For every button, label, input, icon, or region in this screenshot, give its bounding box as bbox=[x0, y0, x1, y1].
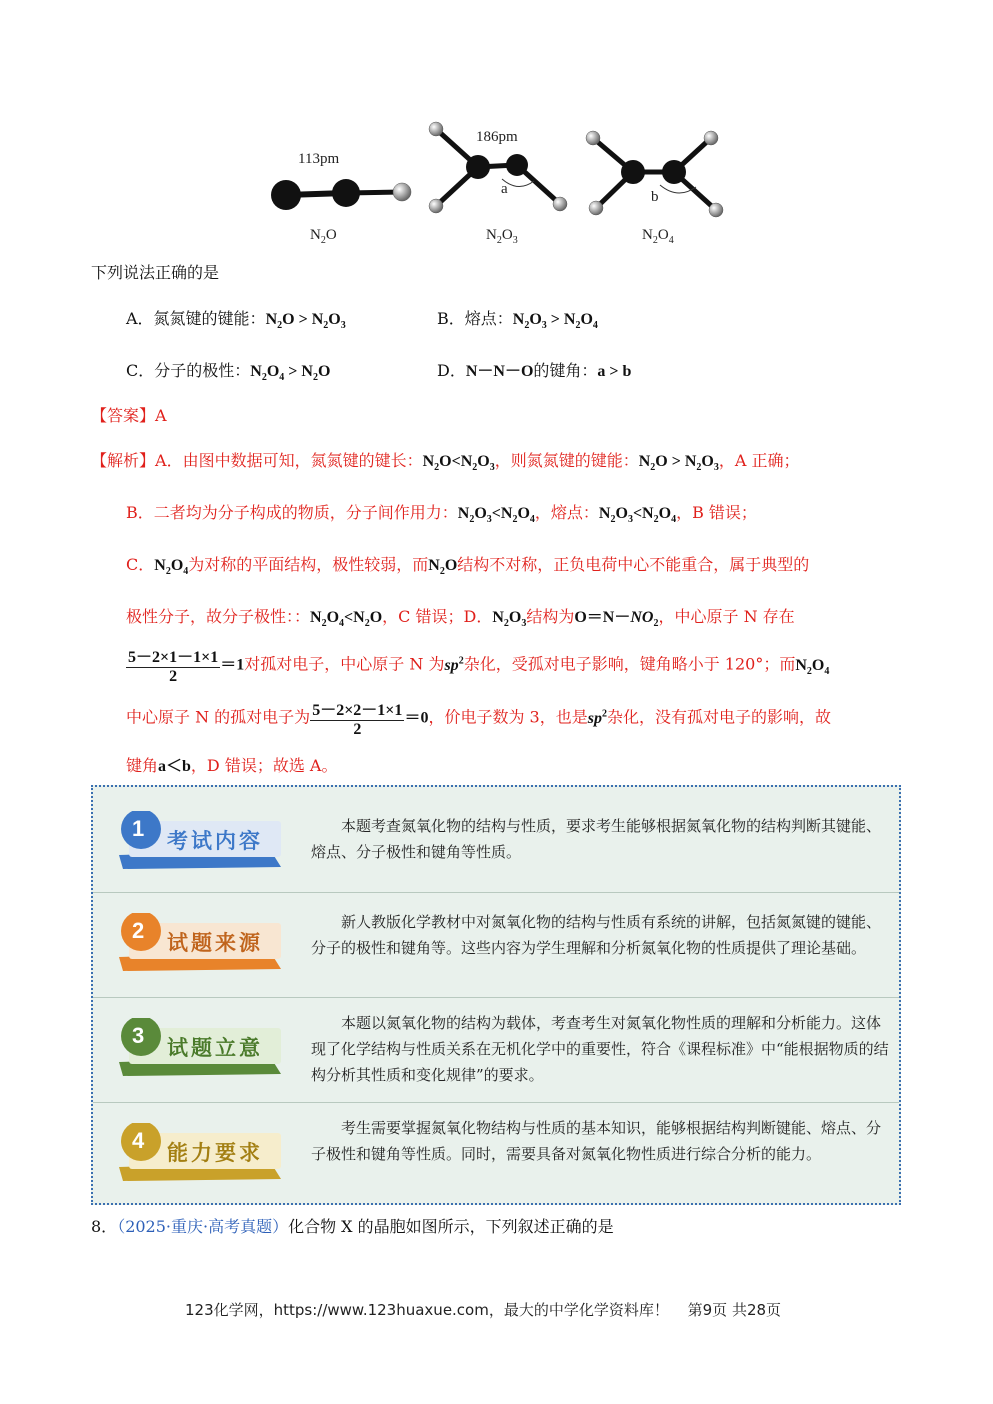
option-d[interactable]: D．N－N－O的键角：a > b bbox=[437, 361, 632, 380]
option-c-text: C．分子的极性： bbox=[126, 361, 251, 380]
panel-text-4: 考生需要掌握氮氧化物结构与性质的基本知识，能够根据结构判断键能、熔点、分子极性和键角等性质。同时，需要具备对氮氧化物性质进行综合分析的能力。 bbox=[311, 1119, 882, 1163]
next-question: 8．（2025·重庆·高考真题）化合物 X 的晶胞如图所示，下列叙述正确的是 bbox=[91, 1217, 614, 1236]
angle-b-label: b bbox=[651, 189, 659, 205]
tag-exam-content bbox=[111, 811, 286, 863]
option-d-relation: a > b bbox=[597, 363, 632, 380]
panel-row-2 bbox=[93, 892, 899, 997]
tag-title-3: 试题立意 bbox=[167, 1035, 263, 1060]
tag-number-3: 3 bbox=[132, 1023, 145, 1048]
footer-site: 123化学网，https://www.123huaxue.com，最大的中学化学资料库！ bbox=[185, 1301, 669, 1319]
analysis-line-1: 【解析】A．由图中数据可知，氮氮键的键长：$N_2O<N_2O_3$，则氮氮键的键能：$N_2O > N_2O_3$，A 正确； bbox=[91, 451, 800, 474]
tag-ability-requirement bbox=[111, 1123, 286, 1175]
n2o4-label: $N_2O_4$ bbox=[642, 227, 674, 246]
analysis-line-5: $\frac{5-2\times 1-1\times 1}{2}$ ＝1对孤对电子，中心原子 N 为$sp^2$杂化，受孤对电子影响，键角略小于 120°；而$N_2O_4$ bbox=[126, 644, 829, 686]
tag-question-source bbox=[111, 913, 286, 965]
footer bbox=[185, 1299, 781, 1320]
option-d-formula: N－N－O bbox=[465, 363, 534, 380]
molecule-figure bbox=[250, 115, 750, 255]
tag-question-intent bbox=[111, 1018, 286, 1070]
n2o3-label: $N_2O_3$ bbox=[486, 227, 518, 246]
bond-length-113: 113pm bbox=[298, 151, 340, 167]
option-b-text: B．熔点： bbox=[437, 309, 513, 328]
tag-title-4: 能力要求 bbox=[167, 1140, 263, 1165]
tag-title-1: 考试内容 bbox=[167, 828, 263, 853]
panel-row-1 bbox=[93, 787, 899, 892]
n2o-molecule bbox=[271, 179, 411, 210]
bond-length-186: 186pm bbox=[476, 129, 518, 145]
panel-text-3: 本题以氮氧化物的结构为载体，考查考生对氮氧化物性质的理解和分析能力。这体现了化学结构与性质关系在无机化学中的重要性，符合《课程标准》中“能根据物质的结构分析其性质和变化规律”的要求。 bbox=[311, 1014, 889, 1084]
analysis-line-6: 中心原子 N 的孤对电子为 $\frac{5-2\times 2-1\times 1}{2}$ ＝0，价电子数为 3，也是$sp^2$杂化，没有孤对电子的影响，故 bbox=[126, 697, 831, 739]
analysis-panel bbox=[91, 785, 901, 1205]
analysis-line-4: 极性分子，故分子极性：：$N_2O_4<N_2O$，C 错误；D．$N_2O_3$结构为$O=N-NO_2$，中心原子 N 存在 bbox=[126, 607, 795, 630]
analysis-line-7: 键角a＜b，D 错误；故选 A。 bbox=[126, 756, 338, 775]
fraction-1: $\frac{5-2\times 1-1\times 1}{2}$ bbox=[126, 644, 220, 686]
option-b[interactable]: B．熔点：$N_2O_3 > N_2O_4$ bbox=[437, 309, 598, 332]
tag-title-2: 试题来源 bbox=[167, 930, 263, 955]
panel-row-3 bbox=[93, 997, 899, 1102]
panel-row-4 bbox=[93, 1102, 899, 1205]
option-c[interactable]: C．分子的极性：$N_2O_4 > N_2O$ bbox=[126, 361, 331, 384]
panel-text-1: 本题考查氮氧化物的结构与性质，要求考生能够根据氮氧化物的结构判断其键能、熔点、分子极性和键角等性质。 bbox=[311, 817, 882, 861]
fraction-2: $\frac{5-2\times 2-1\times 1}{2}$ bbox=[310, 697, 404, 739]
option-a[interactable]: A．氮氮键的键能：$N_2O > N_2O_3$ bbox=[126, 309, 346, 332]
analysis-line-3: C．$N_2O_4$为对称的平面结构，极性较弱，而$N_2O$结构不对称，正负电荷中心不能重合，属于典型的 bbox=[126, 555, 810, 578]
tag-number-1: 1 bbox=[132, 816, 145, 841]
answer-value: A bbox=[155, 406, 167, 425]
tag-number-4: 4 bbox=[132, 1128, 145, 1153]
page-number: 第9页 共28页 bbox=[687, 1301, 782, 1319]
question-source: （2025·重庆·高考真题） bbox=[117, 1217, 289, 1236]
answer-line: 【答案】A bbox=[91, 406, 167, 425]
option-a-text: A．氮氮键的键能： bbox=[126, 309, 266, 328]
analysis-line-2: B．二者均为分子构成的物质，分子间作用力：$N_2O_3<N_2O_4$，熔点：$N_2O_3<N_2O_4$，B 错误； bbox=[126, 503, 757, 526]
panel-text-2: 新人教版化学教材中对氮氧化物的结构与性质有系统的讲解，包括氮氮键的键能、分子的极性和键角等。这些内容为学生理解和分析氮氧化物的性质提供了理论基础。 bbox=[311, 913, 882, 957]
angle-a-label: a bbox=[501, 181, 508, 197]
question-stem: 下列说法正确的是 bbox=[91, 263, 220, 282]
n2o-label: $N_2O$ bbox=[310, 227, 337, 246]
tag-number-2: 2 bbox=[132, 918, 145, 943]
